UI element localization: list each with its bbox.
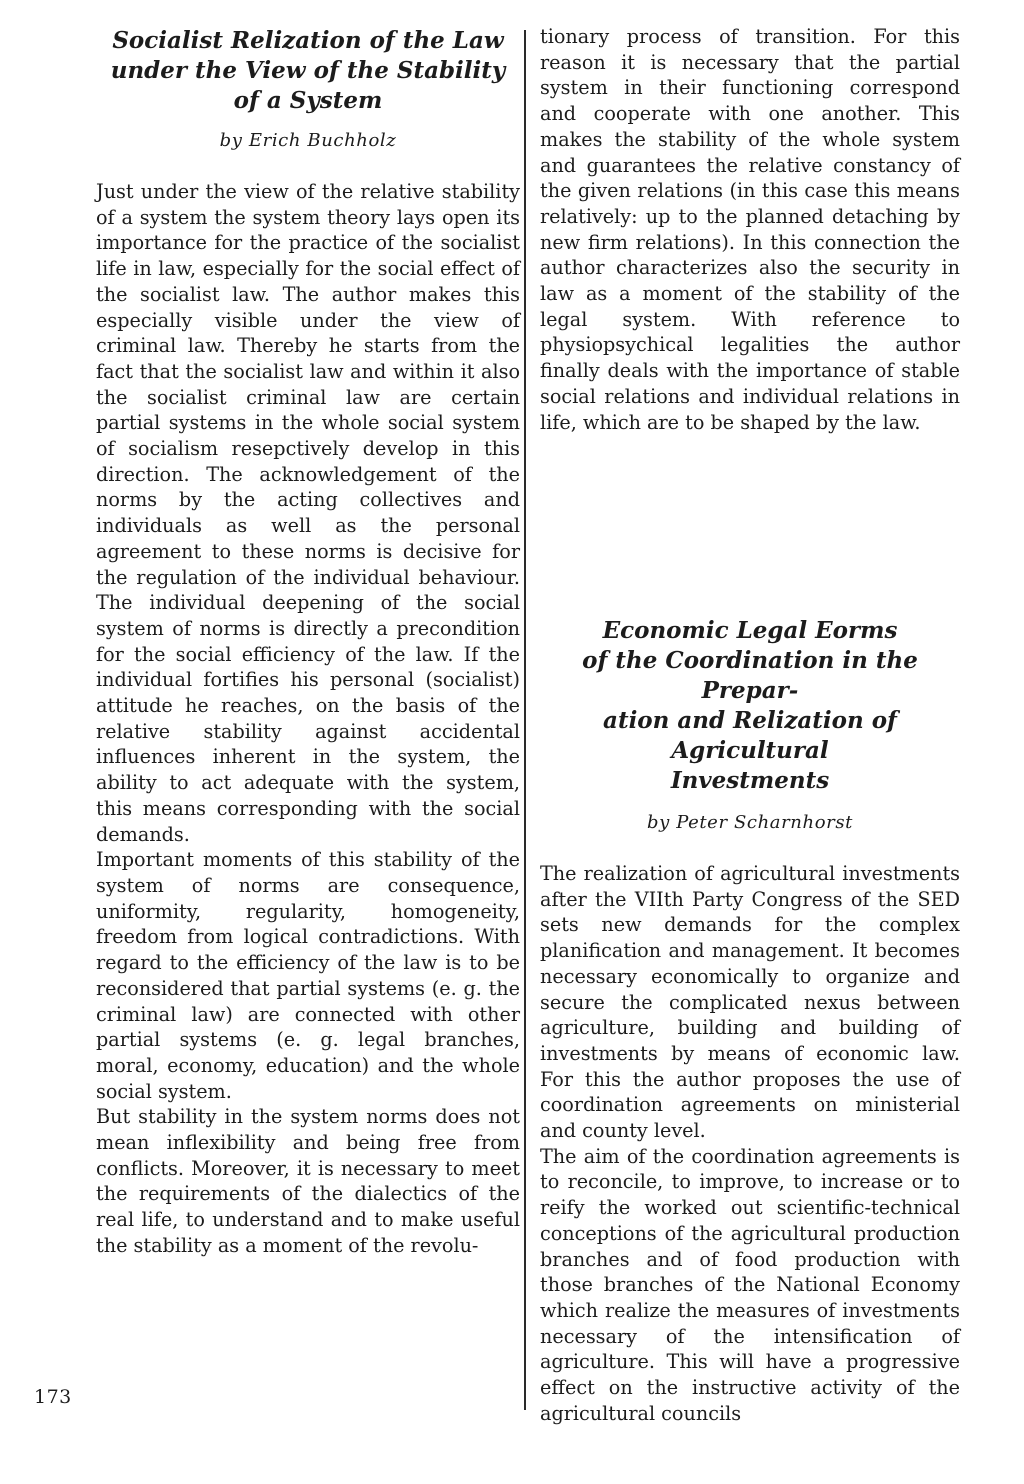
body-paragraph: The realization of agricultural investments after the VIIth Party Congress of the SED sets new demands for the complex planification and management. It becomes necessary economically to organize and secure the complicated nexus between agriculture, building and building of investments by means of economic law. For this the author proposes the use of coordination agreements on ministerial and county level. <box>540 862 960 1143</box>
body-paragraph: But stability in the system norms does not mean inflexibility and being free from conflicts. Moreover, it is necessary to meet the requirements of the dialectics of the real life, to understand and to make useful the stability as a moment of the revolu- <box>96 1105 520 1257</box>
body-paragraph-continued: tionary process of transition. For this reason it is necessary that the partial system in their functioning correspond and cooperate with one another. This makes the stability of the whole system and guarantees the relative constancy of the given relations (in this case this means relatively: up to the planned detaching by new firm relations). In this connection the author characterizes also the security in law as a moment of the stability of the legal system. With reference to physiopsychical legalities the author finally deals with the importance of stable social relations and individual relations in life, which are to be shaped by the law. <box>540 25 960 434</box>
right-column <box>540 0 960 1425</box>
column-divider <box>524 30 526 1410</box>
article-scharnhorst <box>540 616 960 1426</box>
body-paragraph: Just under the view of the relative stability of a system the system theory lays open its importance for the practice of the socialist life in law, especially for the social effect of the socialist law. The author makes this especially visible under the view of criminal law. Thereby he starts from the fact that the socialist law and within it also the socialist criminal law are certain partial systems in the whole social system of socialism resepctively develop in this direction. The acknowledgement of the norms by the acting collectives and individuals as well as the personal agreement to these norms is decisive for the regulation of the individual behaviour. The individual deepening of the social system of norms is directly a precondition for the social efficiency of the law. If the individual fortifies his personal (socialist) attitude he reaches, on the basis of the relative stability against accidental influences inherent in the system, the ability to act adequate with the system, this means corresponding with the social demands. <box>96 180 520 846</box>
title-line: of a System <box>233 87 383 114</box>
body-paragraph: Important moments of this stability of the system of norms are consequence, uniformity, regularity, homogeneity, freedom from logical contradictions. With regard to the efficiency of the law is to be reconsidered that partial systems (e. g. the criminal law) are connected with other partial systems (e. g. legal branches, moral, economy, education) and the whole social system. <box>96 848 520 1103</box>
body-paragraph: The aim of the coordination agreements is to reconcile, to improve, to increase or to reify the worked out scientific-technical conceptions of the agricultural production branches and of food production with those branches of the National Economy which realize the measures of investments necessary of the intensification of agriculture. This will have a progressive effect on the instructive activity of the agricultural councils <box>540 1144 960 1425</box>
article-title <box>540 616 960 796</box>
article-buchholz <box>96 0 520 1259</box>
title-line: of the Coordination in the Prepar- <box>582 647 918 704</box>
title-line: ation and Relization of Agricultural <box>603 707 897 764</box>
article-byline: by Peter Scharnhorst <box>646 812 854 833</box>
article-byline: by Erich Buchholz <box>219 130 397 151</box>
page-number: 173 <box>34 1386 72 1408</box>
title-line: Investments <box>670 767 830 794</box>
article-title <box>96 26 520 116</box>
title-line: Economic Legal Eorms <box>602 617 898 644</box>
title-line: under the View of the Stability <box>110 57 506 84</box>
title-line: Socialist Relization of the Law <box>112 27 504 54</box>
